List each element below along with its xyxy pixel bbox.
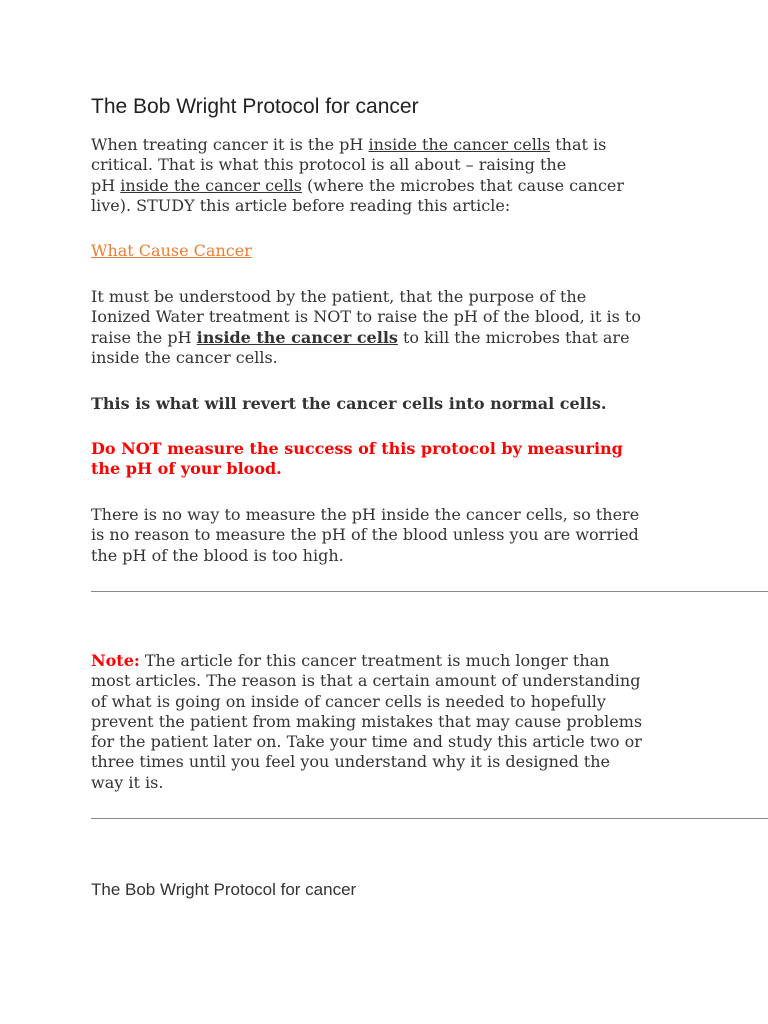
text-line: is no reason to measure the pH of the blood unless you are worried [91,525,639,545]
text-line: It must be understood by the patient, that the purpose of the [91,287,587,306]
note-paragraph [91,651,691,793]
text-run: raise the pH [91,327,197,347]
text-line: way it is. [91,772,164,792]
text-line [91,651,691,671]
text-line: three times until you feel you understand why it is designed the [91,752,610,772]
text-line [91,176,691,196]
text-line: There is no way to measure the pH inside the cancer cells, so there [91,505,640,524]
text-line: inside the cancer cells. [91,347,278,367]
text-run: pH [91,175,121,195]
what-cause-cancer-link[interactable]: What Cause Cancer [91,241,252,260]
warning-paragraph [91,439,691,480]
text-line: live). STUDY this article before reading this article: [91,195,511,215]
section-title: The Bob Wright Protocol for cancer [91,880,357,899]
bold-underlined-phrase: inside the cancer cells [196,327,398,347]
text-line [91,135,691,155]
text-line: the pH of the blood is too high. [91,545,344,565]
horizontal-divider [91,591,768,592]
page-title: The Bob Wright Protocol for cancer [91,95,419,118]
text-line: critical. That is what this protocol is all about – raising the [91,155,567,175]
horizontal-divider [91,818,768,819]
intro-paragraph [91,135,691,216]
text-line: Ionized Water treatment is NOT to raise the pH of the blood, it is to [91,307,641,327]
underlined-phrase: inside the cancer cells [120,175,302,195]
note-label: Note: [91,651,140,670]
text-line: This is what will revert the cancer cells into normal cells. [91,394,607,413]
text-line: most articles. The reason is that a certain amount of understanding [91,671,641,691]
text-run: to kill the microbes that are [397,327,630,347]
text-run: The article for this cancer treatment is much longer than [139,651,610,670]
text-run: When treating cancer it is the pH [91,135,369,154]
text-line [91,328,691,348]
ionized-water-paragraph [91,287,691,368]
text-run: that is [550,135,607,154]
text-line: of what is going on inside of cancer cells is needed to hopefully [91,691,606,711]
revert-statement [91,394,691,414]
text-line: the pH of your blood. [91,459,282,479]
text-line: prevent the patient from making mistakes that may cause problems [91,711,643,731]
underlined-phrase: inside the cancer cells [368,135,551,154]
text-line: for the patient later on. Take your time and study this article two or [91,732,642,752]
text-run: (where the microbes that cause cancer [301,175,625,195]
measure-paragraph [91,505,691,566]
text-line: Do NOT measure the success of this protocol by measuring [91,439,623,458]
